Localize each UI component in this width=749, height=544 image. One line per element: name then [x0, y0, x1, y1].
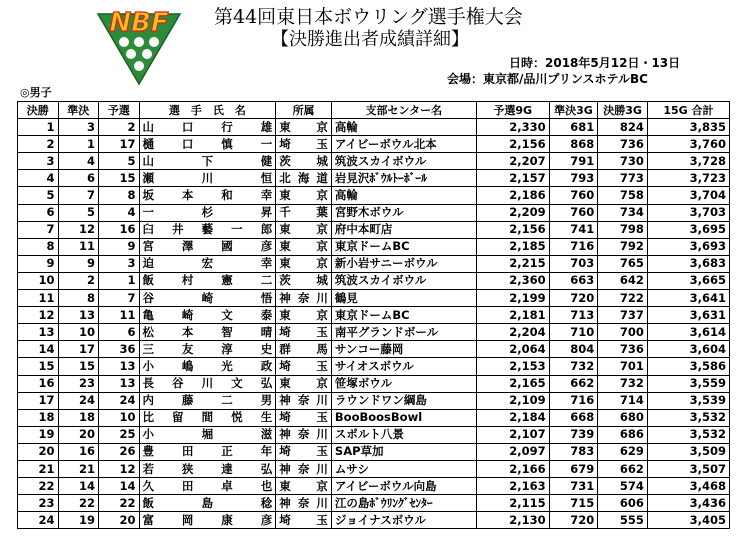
player-name: 亀崎文泰 — [139, 307, 276, 324]
prefecture: 神奈川 — [276, 460, 332, 477]
table-row — [18, 272, 730, 289]
total-score: 3,683 — [647, 255, 729, 272]
col-q9: 予選9G — [476, 102, 549, 119]
final-rank: 24 — [18, 512, 59, 529]
qual-score: 2,153 — [476, 358, 549, 375]
semi-score: 716 — [549, 392, 598, 409]
final-score: 629 — [598, 443, 648, 460]
table-row — [18, 238, 730, 255]
semi-rank: 20 — [58, 426, 99, 443]
qual-score: 2,109 — [476, 392, 549, 409]
semi-score: 741 — [549, 221, 598, 238]
final-score: 773 — [598, 170, 648, 187]
table-row — [18, 170, 730, 187]
total-score: 3,641 — [647, 290, 729, 307]
qual-rank: 13 — [99, 375, 140, 392]
total-score: 3,405 — [647, 512, 729, 529]
player-name: 瀬川恒 — [139, 170, 276, 187]
page-subtitle: 【決勝進出者成績詳細】 — [271, 29, 469, 50]
center-name: 新小岩サニーボウル — [331, 255, 476, 272]
header-row — [18, 102, 730, 119]
center-name: 高輪 — [331, 119, 476, 136]
semi-rank: 21 — [58, 460, 99, 477]
center-name: ラウンドワン綱島 — [331, 392, 476, 409]
final-rank: 19 — [18, 426, 59, 443]
qual-score: 2,157 — [476, 170, 549, 187]
center-name: スポルト八景 — [331, 426, 476, 443]
prefecture: 茨城 — [276, 272, 332, 289]
qual-score: 2,115 — [476, 495, 549, 512]
logo-text: NBF — [109, 8, 169, 38]
prefecture: 埼玉 — [276, 136, 332, 153]
col-total: 15G 合計 — [647, 102, 729, 119]
semi-rank: 11 — [58, 238, 99, 255]
qual-rank: 1 — [99, 272, 140, 289]
center-name: 府中本町店 — [331, 221, 476, 238]
final-score: 606 — [598, 495, 648, 512]
semi-score: 663 — [549, 272, 598, 289]
qual-score: 2,184 — [476, 409, 549, 426]
event-date: 日時：2018年5月12日・13日 — [509, 56, 681, 70]
center-name: SAP草加 — [331, 443, 476, 460]
qual-rank: 20 — [99, 512, 140, 529]
final-score: 555 — [598, 512, 648, 529]
semi-rank: 24 — [58, 392, 99, 409]
final-rank: 11 — [18, 290, 59, 307]
table-row — [18, 358, 730, 375]
page-title: 第44回東日本ボウリング選手権大会 — [214, 6, 523, 28]
prefecture: 埼玉 — [276, 358, 332, 375]
col-qual: 予選 — [99, 102, 140, 119]
semi-rank: 8 — [58, 290, 99, 307]
player-name: 坂本和幸 — [139, 187, 276, 204]
final-score: 798 — [598, 221, 648, 238]
final-rank: 9 — [18, 255, 59, 272]
results-body — [18, 119, 730, 529]
player-name: 三友淳史 — [139, 341, 276, 358]
semi-rank: 3 — [58, 119, 99, 136]
col-center: 支部センター名 — [331, 102, 476, 119]
player-name: 宮澤國彦 — [139, 238, 276, 255]
total-score: 3,532 — [647, 426, 729, 443]
prefecture: 神奈川 — [276, 426, 332, 443]
final-rank: 15 — [18, 358, 59, 375]
player-name: 谷崎悟 — [139, 290, 276, 307]
col-pref: 所属 — [276, 102, 332, 119]
final-score: 730 — [598, 153, 648, 170]
center-name: ジョイナスボウル — [331, 512, 476, 529]
semi-rank: 16 — [58, 443, 99, 460]
semi-score: 703 — [549, 255, 598, 272]
semi-rank: 12 — [58, 221, 99, 238]
center-name: 鶴見 — [331, 290, 476, 307]
total-score: 3,723 — [647, 170, 729, 187]
col-f3: 決勝3G — [598, 102, 648, 119]
player-name: 迫宏幸 — [139, 255, 276, 272]
semi-score: 716 — [549, 238, 598, 255]
prefecture: 神奈川 — [276, 495, 332, 512]
semi-rank: 23 — [58, 375, 99, 392]
table-row — [18, 221, 730, 238]
qual-score: 2,204 — [476, 324, 549, 341]
center-name: サイオスボウル — [331, 358, 476, 375]
table-row — [18, 409, 730, 426]
qual-rank: 22 — [99, 495, 140, 512]
semi-score: 668 — [549, 409, 598, 426]
qual-rank: 7 — [99, 290, 140, 307]
total-score: 3,704 — [647, 187, 729, 204]
results-table — [17, 101, 730, 529]
final-rank: 7 — [18, 221, 59, 238]
qual-score: 2,330 — [476, 119, 549, 136]
final-rank: 1 — [18, 119, 59, 136]
event-venue: 会場：東京都/品川プリンスホテルBC — [447, 72, 648, 86]
semi-score: 720 — [549, 290, 598, 307]
final-score: 792 — [598, 238, 648, 255]
final-rank: 14 — [18, 341, 59, 358]
qual-score: 2,185 — [476, 238, 549, 255]
center-name: 東京ドームBC — [331, 238, 476, 255]
center-name: アイビーボウル北本 — [331, 136, 476, 153]
semi-rank: 4 — [58, 153, 99, 170]
player-name: 小堀滋 — [139, 426, 276, 443]
player-name: 豊田正年 — [139, 443, 276, 460]
player-name: 山下健 — [139, 153, 276, 170]
final-rank: 5 — [18, 187, 59, 204]
qual-rank: 12 — [99, 460, 140, 477]
total-score: 3,507 — [647, 460, 729, 477]
final-score: 737 — [598, 307, 648, 324]
player-name: 臼井藝一郎 — [139, 221, 276, 238]
final-score: 700 — [598, 324, 648, 341]
prefecture: 群馬 — [276, 341, 332, 358]
total-score: 3,693 — [647, 238, 729, 255]
qual-rank: 26 — [99, 443, 140, 460]
col-name: 選 手 氏 名 — [139, 102, 276, 119]
player-name: 久田卓也 — [139, 478, 276, 495]
center-name: アイビーボウル向島 — [331, 478, 476, 495]
semi-score: 760 — [549, 187, 598, 204]
semi-score: 783 — [549, 443, 598, 460]
semi-rank: 2 — [58, 272, 99, 289]
semi-rank: 17 — [58, 341, 99, 358]
semi-score: 731 — [549, 478, 598, 495]
total-score: 3,586 — [647, 358, 729, 375]
prefecture: 北海道 — [276, 170, 332, 187]
final-score: 662 — [598, 460, 648, 477]
qual-score: 2,064 — [476, 341, 549, 358]
table-row — [18, 426, 730, 443]
total-score: 3,532 — [647, 409, 729, 426]
final-score: 642 — [598, 272, 648, 289]
semi-rank: 15 — [58, 358, 99, 375]
final-score: 686 — [598, 426, 648, 443]
table-row — [18, 255, 730, 272]
qual-score: 2,209 — [476, 204, 549, 221]
table-row — [18, 136, 730, 153]
total-score: 3,728 — [647, 153, 729, 170]
total-score: 3,631 — [647, 307, 729, 324]
qual-rank: 16 — [99, 221, 140, 238]
prefecture: 埼玉 — [276, 512, 332, 529]
total-score: 3,760 — [647, 136, 729, 153]
qual-score: 2,130 — [476, 512, 549, 529]
final-rank: 20 — [18, 443, 59, 460]
qual-rank: 11 — [99, 307, 140, 324]
semi-rank: 14 — [58, 478, 99, 495]
semi-score: 713 — [549, 307, 598, 324]
final-score: 736 — [598, 136, 648, 153]
final-score: 574 — [598, 478, 648, 495]
center-name: 宮野木ボウル — [331, 204, 476, 221]
table-row — [18, 119, 730, 136]
final-rank: 21 — [18, 460, 59, 477]
final-rank: 10 — [18, 272, 59, 289]
final-score: 765 — [598, 255, 648, 272]
final-rank: 23 — [18, 495, 59, 512]
semi-score: 720 — [549, 512, 598, 529]
prefecture: 神奈川 — [276, 392, 332, 409]
final-rank: 18 — [18, 409, 59, 426]
qual-score: 2,199 — [476, 290, 549, 307]
total-score: 3,559 — [647, 375, 729, 392]
player-name: 樋口慎一 — [139, 136, 276, 153]
semi-rank: 6 — [58, 170, 99, 187]
player-name: 内藤二男 — [139, 392, 276, 409]
final-score: 722 — [598, 290, 648, 307]
total-score: 3,614 — [647, 324, 729, 341]
prefecture: 埼玉 — [276, 443, 332, 460]
semi-score: 793 — [549, 170, 598, 187]
semi-rank: 5 — [58, 204, 99, 221]
prefecture: 埼玉 — [276, 324, 332, 341]
qual-score: 2,360 — [476, 272, 549, 289]
total-score: 3,509 — [647, 443, 729, 460]
total-score: 3,468 — [647, 478, 729, 495]
table-row — [18, 478, 730, 495]
semi-score: 732 — [549, 358, 598, 375]
final-rank: 17 — [18, 392, 59, 409]
semi-score: 679 — [549, 460, 598, 477]
center-name: 東京ドームBC — [331, 307, 476, 324]
prefecture: 東京 — [276, 375, 332, 392]
qual-rank: 8 — [99, 187, 140, 204]
prefecture: 神奈川 — [276, 290, 332, 307]
player-name: 小嶋光政 — [139, 358, 276, 375]
semi-score: 804 — [549, 341, 598, 358]
prefecture: 東京 — [276, 119, 332, 136]
player-name: 飯村憲二 — [139, 272, 276, 289]
total-score: 3,665 — [647, 272, 729, 289]
qual-rank: 15 — [99, 170, 140, 187]
table-row — [18, 187, 730, 204]
qual-score: 2,215 — [476, 255, 549, 272]
table-row — [18, 392, 730, 409]
center-name: サンコー藤岡 — [331, 341, 476, 358]
final-rank: 3 — [18, 153, 59, 170]
nbf-logo — [84, 4, 194, 86]
final-score: 736 — [598, 341, 648, 358]
player-name: 富岡康彦 — [139, 512, 276, 529]
player-name: 比留間悦生 — [139, 409, 276, 426]
prefecture: 埼玉 — [276, 409, 332, 426]
final-rank: 8 — [18, 238, 59, 255]
prefecture: 千葉 — [276, 204, 332, 221]
semi-score: 760 — [549, 204, 598, 221]
qual-score: 2,156 — [476, 221, 549, 238]
final-rank: 6 — [18, 204, 59, 221]
semi-score: 662 — [549, 375, 598, 392]
total-score: 3,436 — [647, 495, 729, 512]
qual-rank: 24 — [99, 392, 140, 409]
center-name: 筑波スカイボウル — [331, 153, 476, 170]
final-rank: 16 — [18, 375, 59, 392]
center-name: 岩見沢ﾎﾞｳﾙﾄｰﾎﾞｰﾙ — [331, 170, 476, 187]
center-name: 筑波スカイボウル — [331, 272, 476, 289]
qual-score: 2,186 — [476, 187, 549, 204]
qual-rank: 14 — [99, 478, 140, 495]
table-row — [18, 512, 730, 529]
final-rank: 22 — [18, 478, 59, 495]
col-s3: 準決3G — [549, 102, 598, 119]
nbf-shield-icon — [84, 4, 194, 86]
total-score: 3,695 — [647, 221, 729, 238]
player-name: 山口行雄 — [139, 119, 276, 136]
qual-score: 2,156 — [476, 136, 549, 153]
semi-rank: 1 — [58, 136, 99, 153]
center-name: ムサシ — [331, 460, 476, 477]
player-name: 松本智晴 — [139, 324, 276, 341]
final-score: 734 — [598, 204, 648, 221]
qual-score: 2,163 — [476, 478, 549, 495]
qual-rank: 36 — [99, 341, 140, 358]
table-row — [18, 495, 730, 512]
semi-score: 710 — [549, 324, 598, 341]
table-row — [18, 460, 730, 477]
qual-rank: 2 — [99, 119, 140, 136]
final-score: 824 — [598, 119, 648, 136]
section-label: ◎男子 — [20, 86, 52, 99]
final-rank: 13 — [18, 324, 59, 341]
semi-score: 715 — [549, 495, 598, 512]
final-score: 701 — [598, 358, 648, 375]
qual-rank: 13 — [99, 358, 140, 375]
player-name: 長谷川文弘 — [139, 375, 276, 392]
semi-rank: 7 — [58, 187, 99, 204]
semi-rank: 19 — [58, 512, 99, 529]
qual-score: 2,207 — [476, 153, 549, 170]
prefecture: 東京 — [276, 221, 332, 238]
center-name: BooBoosBowl — [331, 409, 476, 426]
qual-score: 2,107 — [476, 426, 549, 443]
final-score: 732 — [598, 375, 648, 392]
semi-score: 739 — [549, 426, 598, 443]
qual-score: 2,181 — [476, 307, 549, 324]
table-row — [18, 290, 730, 307]
prefecture: 東京 — [276, 255, 332, 272]
final-score: 758 — [598, 187, 648, 204]
final-score: 714 — [598, 392, 648, 409]
prefecture: 東京 — [276, 238, 332, 255]
semi-score: 868 — [549, 136, 598, 153]
semi-rank: 22 — [58, 495, 99, 512]
player-name: 若狭達弘 — [139, 460, 276, 477]
prefecture: 東京 — [276, 187, 332, 204]
table-row — [18, 341, 730, 358]
center-name: 江の島ﾎﾞｳﾘﾝｸﾞｾﾝﾀｰ — [331, 495, 476, 512]
qual-rank: 9 — [99, 238, 140, 255]
table-row — [18, 443, 730, 460]
center-name: 南平グランドボール — [331, 324, 476, 341]
semi-score: 681 — [549, 119, 598, 136]
total-score: 3,835 — [647, 119, 729, 136]
semi-rank: 13 — [58, 307, 99, 324]
prefecture: 東京 — [276, 307, 332, 324]
table-row — [18, 307, 730, 324]
total-score: 3,703 — [647, 204, 729, 221]
table-row — [18, 153, 730, 170]
qual-score: 2,165 — [476, 375, 549, 392]
table-row — [18, 375, 730, 392]
qual-rank: 6 — [99, 324, 140, 341]
col-semi: 準決 — [58, 102, 99, 119]
col-final: 決勝 — [18, 102, 59, 119]
semi-rank: 9 — [58, 255, 99, 272]
qual-score: 2,166 — [476, 460, 549, 477]
semi-rank: 18 — [58, 409, 99, 426]
final-rank: 2 — [18, 136, 59, 153]
qual-rank: 10 — [99, 409, 140, 426]
qual-score: 2,097 — [476, 443, 549, 460]
prefecture: 茨城 — [276, 153, 332, 170]
final-rank: 4 — [18, 170, 59, 187]
table-row — [18, 204, 730, 221]
center-name: 高輪 — [331, 187, 476, 204]
table-row — [18, 324, 730, 341]
total-score: 3,539 — [647, 392, 729, 409]
semi-rank: 10 — [58, 324, 99, 341]
player-name: 飯島稔 — [139, 495, 276, 512]
qual-rank: 3 — [99, 255, 140, 272]
total-score: 3,604 — [647, 341, 729, 358]
semi-score: 791 — [549, 153, 598, 170]
player-name: 一杉昇 — [139, 204, 276, 221]
prefecture: 東京 — [276, 478, 332, 495]
qual-rank: 17 — [99, 136, 140, 153]
final-rank: 12 — [18, 307, 59, 324]
final-score: 680 — [598, 409, 648, 426]
center-name: 笹塚ボウル — [331, 375, 476, 392]
qual-rank: 5 — [99, 153, 140, 170]
qual-rank: 4 — [99, 204, 140, 221]
qual-rank: 25 — [99, 426, 140, 443]
